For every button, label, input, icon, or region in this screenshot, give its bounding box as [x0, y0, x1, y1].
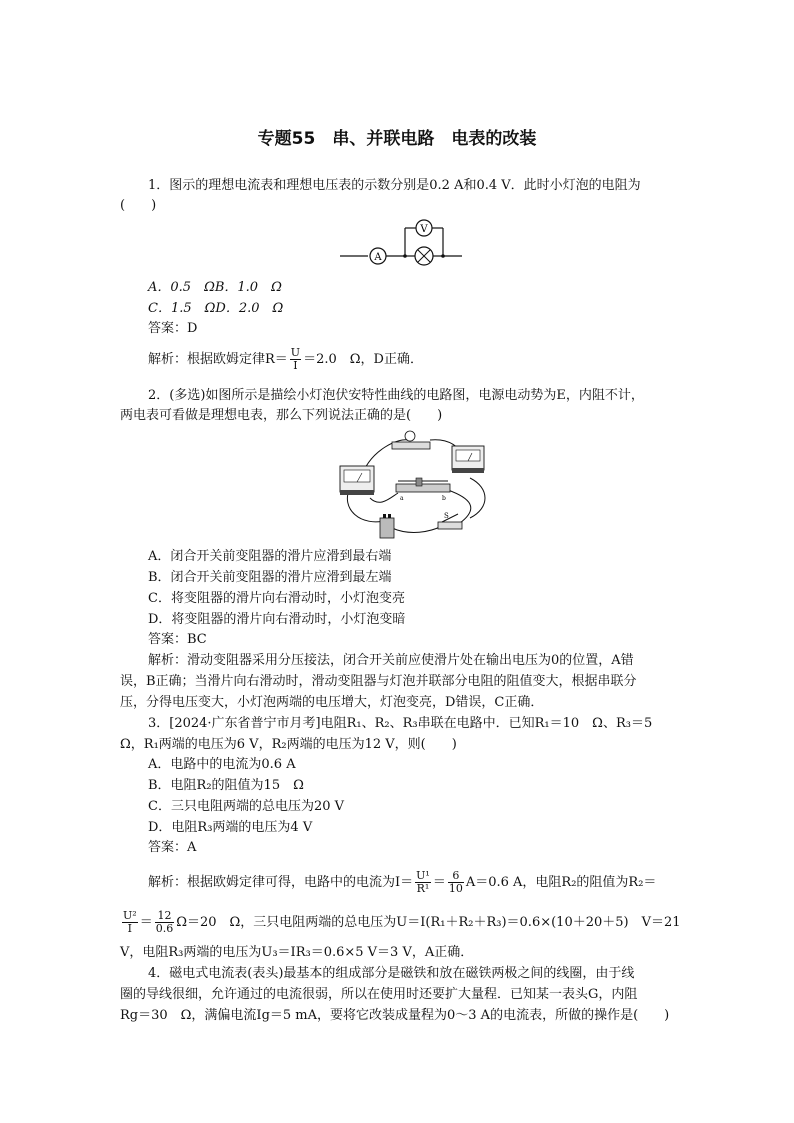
q3-expl2-f1-num: U² — [123, 909, 137, 922]
switch-label: S — [444, 512, 449, 520]
q4-stem-line2: 圈的导线很细，允许通过的电流很弱，所以在使用时还要扩大量程．已知某一表头G，内阻 — [120, 987, 638, 1002]
q3-answer: 答案：A — [148, 840, 197, 855]
q2-option-a: A．闭合开关前变阻器的滑片应滑到最右端 — [148, 549, 392, 564]
q3-explanation-line1 — [148, 870, 656, 895]
q3-option-c: C．三只电阻两端的总电压为20 V — [148, 799, 345, 814]
q3-expl1-post: A＝0.6 A，电阻R₂的阻值为R₂＝ — [465, 875, 657, 890]
q2-stem-line1: 2．(多选)如图所示是描绘小灯泡伏安特性曲线的电路图，电源电动势为E，内阻不计， — [148, 388, 644, 403]
rheostat-end-b: b — [442, 495, 446, 502]
q1-explanation — [148, 347, 423, 372]
q3-explanation-line2 — [120, 910, 681, 935]
q3-expl2-fraction-1 — [122, 910, 138, 935]
page-title: 专题55 串、并联电路 电表的改装 — [257, 129, 537, 149]
q1-expl-pre: 解析：根据欧姆定律R＝ — [148, 352, 288, 367]
q2-explanation-line1: 解析：滑动变阻器采用分压接法，闭合开关前应使滑片处在输出电压为0的位置，A错 — [148, 653, 634, 668]
bulb-icon — [405, 431, 415, 441]
q1-circuit-diagram — [340, 216, 470, 266]
q3-option-b: B．电阻R₂的阻值为15 Ω — [148, 778, 304, 793]
q4-stem-line3: Rg＝30 Ω，满偏电流Ig＝5 mA，要将它改装成量程为0～3 A的电流表，所做的操作是( ) — [120, 1008, 670, 1023]
q2-option-c: C．将变阻器的滑片向右滑动时，小灯泡变亮 — [148, 591, 405, 606]
q1-expl-frac-num: U — [290, 346, 301, 359]
q3-expl1-fraction-1 — [415, 870, 431, 895]
q2-apparatus-figure — [330, 428, 495, 540]
q1-option-a-b: A．0.5 ΩB．1.0 Ω — [148, 280, 282, 295]
q1-stem-line2: ( ) — [120, 198, 157, 213]
q1-expl-frac-den: I — [293, 359, 298, 372]
q2-option-d: D．将变阻器的滑片向右滑动时，小灯泡变暗 — [148, 612, 406, 627]
lamp-base — [392, 442, 430, 449]
q3-explanation-line3: V，电阻R₃两端的电压为U₃＝IR₃＝0.6×5 V＝3 V，A正确． — [120, 945, 474, 960]
q3-expl1-f2-num: 6 — [448, 870, 464, 883]
voltmeter-label: V — [420, 224, 428, 235]
rheostat-device — [396, 484, 450, 492]
q3-stem-line1: 3．[2024·广东省普宁市月考]电阻R₁、R₂、R₃串联在电路中．已知R₁＝10 Ω、R₃＝5 — [148, 716, 653, 731]
q1-stem-line1: 1．图示的理想电流表和理想电压表的示数分别是0.2 A和0.4 V．此时小灯泡的电阻为 — [148, 178, 641, 193]
q3-expl1-f1-num: U¹ — [416, 869, 430, 882]
switch-device — [438, 522, 462, 529]
ammeter-label: A — [374, 252, 382, 263]
q3-expl2-f2-num: 12 — [155, 910, 175, 923]
q3-expl1-pre: 解析：根据欧姆定律可得，电路中的电流为I＝ — [148, 875, 414, 890]
q3-option-a: A．电路中的电流为0.6 A — [148, 757, 296, 772]
q2-stem-line2: 两电表可看做是理想电表，那么下列说法正确的是( ) — [120, 408, 443, 423]
q3-expl1-f1-den: R¹ — [416, 882, 430, 895]
q2-answer: 答案：BC — [148, 632, 207, 647]
q3-expl2-f2-den: 0.6 — [155, 922, 174, 935]
q3-expl2-mid: ＝ — [139, 915, 153, 930]
q3-expl2-post: Ω＝20 Ω，三只电阻两端的总电压为U＝I(R₁＋R₂＋R₃)＝0.6×(10＋20＋5) V＝21 — [176, 915, 681, 930]
q3-stem-line2: Ω，R₁两端的电压为6 V，R₂两端的电压为12 V，则( ) — [120, 737, 457, 752]
q3-expl1-mid: ＝ — [432, 875, 446, 890]
q3-expl2-f1-den: I — [127, 922, 133, 935]
q1-answer: 答案：D — [148, 321, 198, 336]
rheostat-slider — [416, 478, 422, 486]
battery-device — [380, 518, 394, 538]
q3-expl1-fraction-2 — [448, 870, 464, 895]
q4-stem-line1: 4．磁电式电流表(表头)最基本的组成部分是磁铁和放在磁铁两极之间的线圈，由于线 — [148, 966, 635, 981]
q1-expl-post: ＝2.0 Ω，D正确． — [303, 352, 423, 367]
q2-explanation-line2: 误，B正确；当滑片向右滑动时，滑动变阻器与灯泡并联部分电阻的阻值变大，根据串联分 — [120, 674, 637, 689]
q3-expl2-fraction-2 — [155, 910, 175, 935]
rheostat-end-a: a — [400, 495, 404, 502]
q3-expl1-f2-den: 10 — [448, 882, 463, 895]
q1-option-c-d: C．1.5 ΩD．2.0 Ω — [148, 301, 284, 316]
q1-expl-fraction — [290, 347, 301, 372]
q3-option-d: D．电阻R₃两端的电压为4 V — [148, 820, 313, 835]
q2-explanation-line3: 压，分得电压变大，小灯泡两端的电压增大，灯泡变亮，D错误，C正确． — [120, 695, 544, 710]
q2-option-b: B．闭合开关前变阻器的滑片应滑到最左端 — [148, 570, 392, 585]
